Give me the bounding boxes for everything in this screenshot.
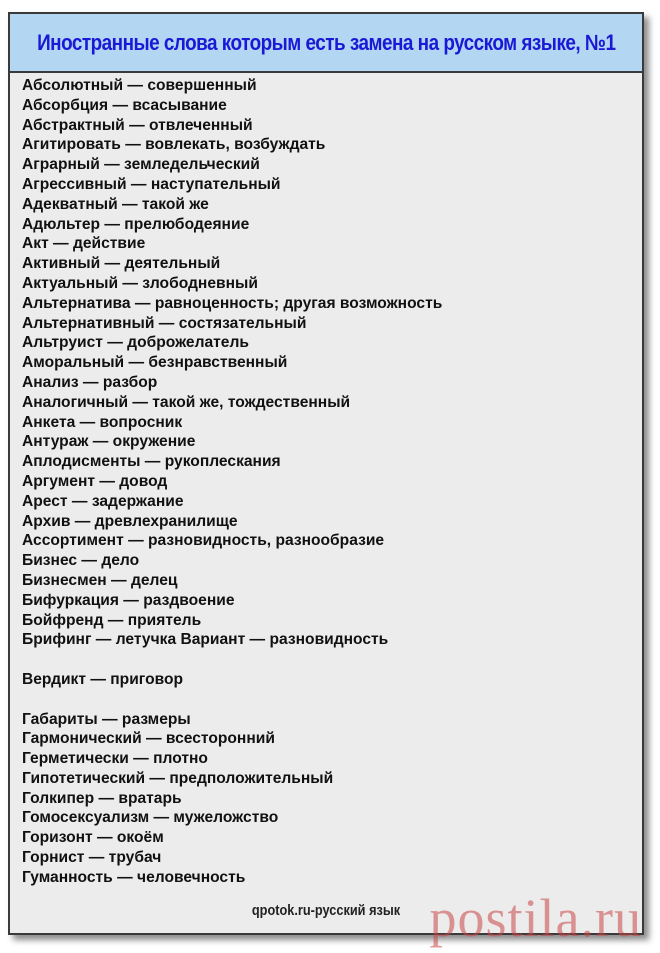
list-item: Голкипер — вратарь [22, 789, 182, 807]
list-item: Гармонический — всесторонний [22, 730, 275, 748]
list-item: Аплодисменты — рукоплескания [22, 453, 281, 471]
list-item: Бифуркация — раздвоение [22, 591, 235, 609]
list-item: Альтернатива — равноценность; другая возможность [22, 294, 443, 312]
list-item: Горнист — трубач [22, 849, 162, 867]
list-item: Анкета — вопросник [22, 413, 183, 431]
list-spacer [22, 650, 632, 670]
list-item: Акт — действие [22, 235, 146, 253]
list-item: Бизнесмен — делец [22, 571, 178, 589]
list-item: Гуманность — человечность [22, 868, 246, 886]
list-item: Гипотетический — предположительный [22, 769, 334, 787]
list-item: Арест — задержание [22, 492, 184, 510]
list-item: Ассортимент — разновидность, разнообразие [22, 532, 385, 550]
list-item: Габариты — размеры [22, 710, 191, 728]
list-item: Вердикт — приговор [22, 670, 184, 688]
list-item: Адюльтер — прелюбодеяние [22, 215, 250, 233]
list-item: Горизонт — окоём [22, 829, 164, 847]
watermark-logo: postila.ru [429, 888, 642, 948]
card [8, 12, 644, 935]
list-item: Аргумент — довод [22, 472, 168, 490]
list-item: Гомосексуализм — мужеложство [22, 809, 279, 827]
list-item: Агрессивный — наступательный [22, 175, 281, 193]
word-list [22, 76, 632, 888]
header [10, 14, 642, 73]
list-item: Альтруист — доброжелатель [22, 334, 249, 352]
list-item: Альтернативный — состязательный [22, 314, 307, 332]
list-item: Актуальный — злободневный [22, 274, 258, 292]
list-spacer [22, 690, 632, 710]
list-item: Аморальный — безнравственный [22, 354, 288, 372]
list-item: Аналогичный — такой же, тождественный [22, 393, 351, 411]
list-item: Герметически — плотно [22, 750, 208, 768]
list-item: Бизнес — дело [22, 552, 140, 570]
list-item: Брифинг — летучка Вариант — разновидность [22, 631, 389, 649]
list-item: Абсолютный — совершенный [22, 77, 257, 94]
list-item: Активный — деятельный [22, 255, 221, 273]
page-title: Иностранные слова которым есть замена на русском языке, №1 [36, 29, 616, 55]
source-footer: qpotok.ru-русский язык [251, 902, 401, 919]
list-item: Архив — древлехранилище [22, 512, 238, 530]
list-item: Абсорбция — всасывание [22, 96, 227, 114]
list-item: Агитировать — вовлекать, возбуждать [22, 136, 326, 154]
list-item: Бойфренд — приятель [22, 611, 202, 629]
list-item: Абстрактный — отвлеченный [22, 116, 253, 134]
list-item: Антураж — окружение [22, 433, 196, 451]
list-item: Адекватный — такой же [22, 195, 209, 213]
list-item: Аграрный — земледельческий [22, 156, 260, 174]
list-item: Анализ — разбор [22, 373, 158, 391]
